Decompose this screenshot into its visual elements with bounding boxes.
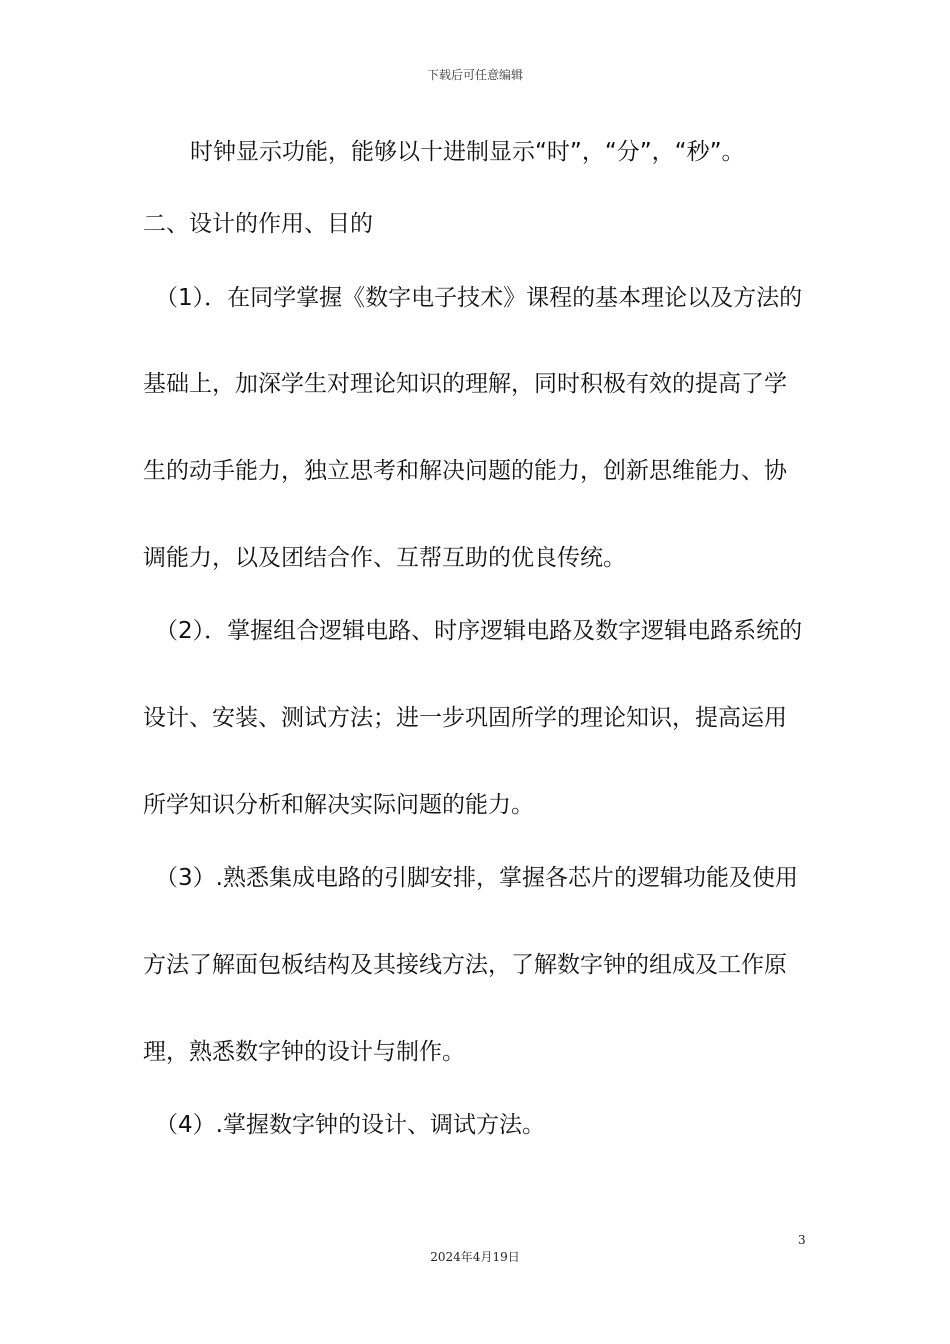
body-line-item-3-cont-1: 方法了解面包板结构及其接线方法，了解数字钟的组成及工作原 bbox=[143, 952, 787, 978]
body-line-item-2-cont-1: 设计、安装、测试方法；进一步巩固所学的理论知识，提高运用 bbox=[143, 705, 787, 731]
body-line-item-1-cont-3: 调能力，以及团结合作、互帮互助的优良传统。 bbox=[143, 545, 626, 571]
body-line-item-1: （1）．在同学掌握《数字电子技术》课程的基本理论以及方法的 bbox=[155, 285, 803, 311]
body-line-item-3-cont-2: 理，熟悉数字钟的设计与制作。 bbox=[143, 1039, 465, 1065]
section-heading: 二、设计的作用、目的 bbox=[143, 211, 373, 237]
body-line-1: 时钟显示功能，能够以十进制显示“时”，“分”，“秒”。 bbox=[190, 139, 745, 165]
footer-date: 2024年4月19日 bbox=[430, 1250, 520, 1264]
page-header: 下载后可任意编辑 bbox=[426, 68, 523, 82]
page-number: 3 bbox=[798, 1233, 806, 1247]
body-line-item-1-cont-1: 基础上，加深学生对理论知识的理解，同时积极有效的提高了学 bbox=[143, 371, 787, 397]
body-line-item-2: （2）．掌握组合逻辑电路、时序逻辑电路及数字逻辑电路系统的 bbox=[155, 618, 803, 644]
body-line-item-4: （4）.掌握数字钟的设计、调试方法。 bbox=[155, 1112, 545, 1138]
body-line-item-3: （3）.熟悉集成电路的引脚安排，掌握各芯片的逻辑功能及使用 bbox=[155, 865, 798, 891]
body-line-item-2-cont-2: 所学知识分析和解决实际问题的能力。 bbox=[143, 792, 534, 818]
body-line-item-1-cont-2: 生的动手能力，独立思考和解决问题的能力，创新思维能力、协 bbox=[143, 458, 787, 484]
